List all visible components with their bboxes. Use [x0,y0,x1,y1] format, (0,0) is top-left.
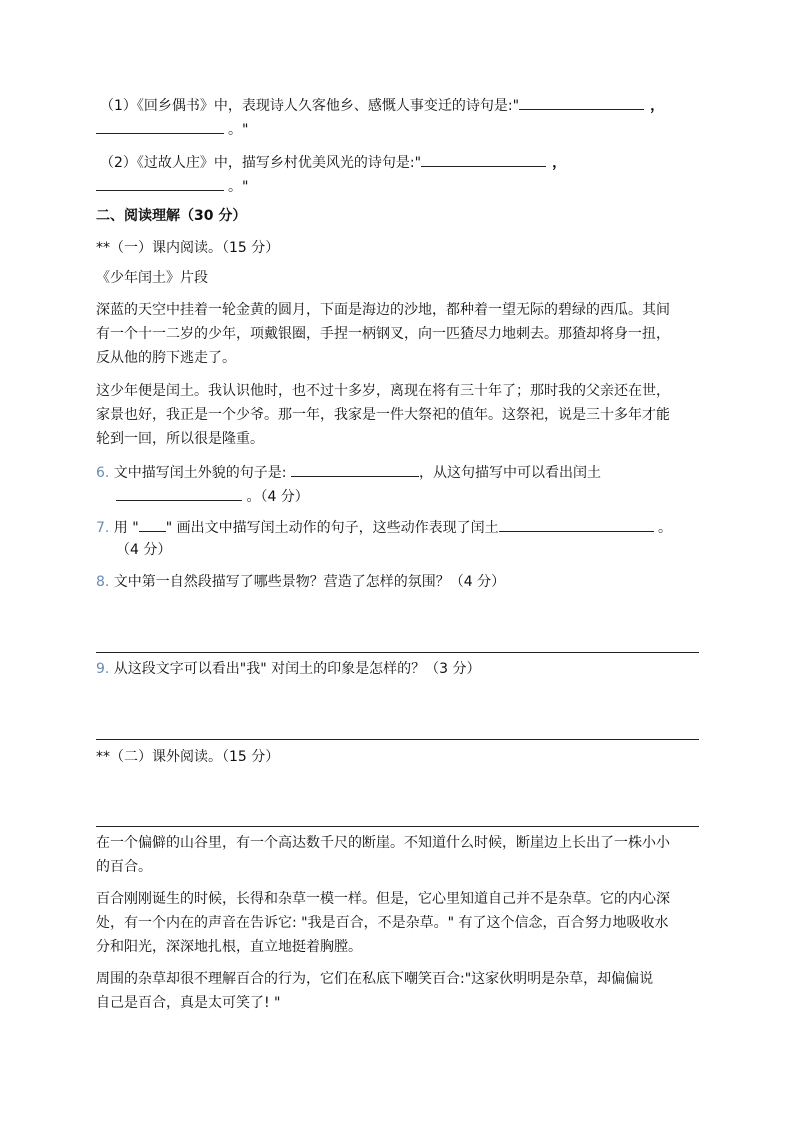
question-number: 7. [96,520,110,536]
answer-blank[interactable] [421,151,546,167]
question-8 [96,572,505,592]
question-number: 8. [96,574,110,590]
comma: ， [650,98,665,114]
passage-line: 在一个偏僻的山谷里，有一个高达数千尺的断崖。不知道什么时候，断崖边上长出了一株小小 [96,835,670,851]
question-text: 从这段文字可以看出"我" 对闰土的印象是怎样的？（3 分） [109,661,481,677]
passage-line: 周围的杂草却很不理解百合的行为，它们在私底下嘲笑百合:"这家伙明明是杂草，却偏偏说 [96,971,654,987]
fill-in-question-2 [100,151,566,173]
answer-blank[interactable] [96,175,224,191]
part2-heading: **（二）课外阅读。（15 分） [96,749,280,765]
fill-in-question-2-cont [96,175,248,197]
fill-in-question-1 [100,94,664,116]
score-text: 。（4 分） [242,489,309,505]
question-7 [96,516,672,538]
passage-line: 自己是百合，真是太可笑了! " [96,995,281,1011]
question-6-cont [116,485,309,507]
question-9 [96,659,481,679]
passage-line: 深蓝的天空中挂着一轮金黄的圆月，下面是海边的沙地，都种着一望无际的碧绿的西瓜。其间 [96,302,670,318]
passage-line: 分和阳光，深深地扎根，直立地挺着胸膛。 [96,939,362,955]
question-text: ，从这句描写中可以看出闰土 [418,465,601,481]
passage-line: 处，有一个内在的声音在告诉它: "我是百合，不是杂草。" 有了这个信念，百合努力地吸收水 [96,915,669,931]
passage-line: 有一个十一二岁的少年，项戴银圈，手捏一柄钢叉，向一匹猹尽力地刺去。那猹却将身一扭， [96,326,670,342]
period: 。 [653,520,673,536]
answer-blank[interactable] [116,485,242,501]
question-number: 6. [96,465,110,481]
section-heading: 二、阅读理解（30 分） [96,208,247,224]
question-number: 9. [96,661,110,677]
passage-line: 反从他的胯下逃走了。 [96,350,236,366]
part1-heading: **（一）课内阅读。（15 分） [96,240,280,256]
passage-line: 的百合。 [96,859,152,875]
question-text: （2）《过故人庄》中，描写乡村优美风光的诗句是:" [100,155,422,171]
closing-quote: 。" [228,179,249,195]
question-7-score: （4 分） [116,542,172,558]
passage-title: 《少年闰土》片段 [96,270,208,286]
question-text: 文中第一自然段描写了哪些景物？营造了怎样的氛围？（4 分） [109,574,506,590]
passage-line: 百合刚刚诞生的时候，长得和杂草一模一样。但是，它心里知道自己并不是杂草。它的内心深 [96,891,670,907]
closing-quote: 。" [228,122,249,138]
question-6 [96,461,601,483]
passage-line: 这少年便是闰土。我认识他时，也不过十多岁，离现在将有三十年了；那时我的父亲还在世， [96,383,670,399]
passage-line: 家景也好，我正是一个少爷。那一年，我家是一件大祭祀的值年。这祭祀，说是三十多年才能 [96,407,670,423]
question-text: （1）《回乡偶书》中，表现诗人久客他乡、感慨人事变迁的诗句是:" [100,98,520,114]
answer-blank[interactable] [519,94,644,110]
answer-blank[interactable] [499,516,654,532]
passage-line: 轮到一回，所以很是隆重。 [96,431,264,447]
question-text: " 画出文中描写闰土动作的句子，这些动作表现了闰土 [165,520,499,536]
answer-blank[interactable] [291,461,419,477]
question-text: 用 " [109,520,139,536]
comma: ， [552,155,567,171]
answer-line[interactable] [96,826,699,827]
answer-line[interactable] [96,739,699,740]
question-text: 文中描写闰土外貌的句子是: [109,465,291,481]
answer-blank[interactable] [96,118,224,134]
answer-line[interactable] [96,652,699,653]
fill-in-question-1-cont [96,118,248,140]
underline-sample [139,516,166,532]
